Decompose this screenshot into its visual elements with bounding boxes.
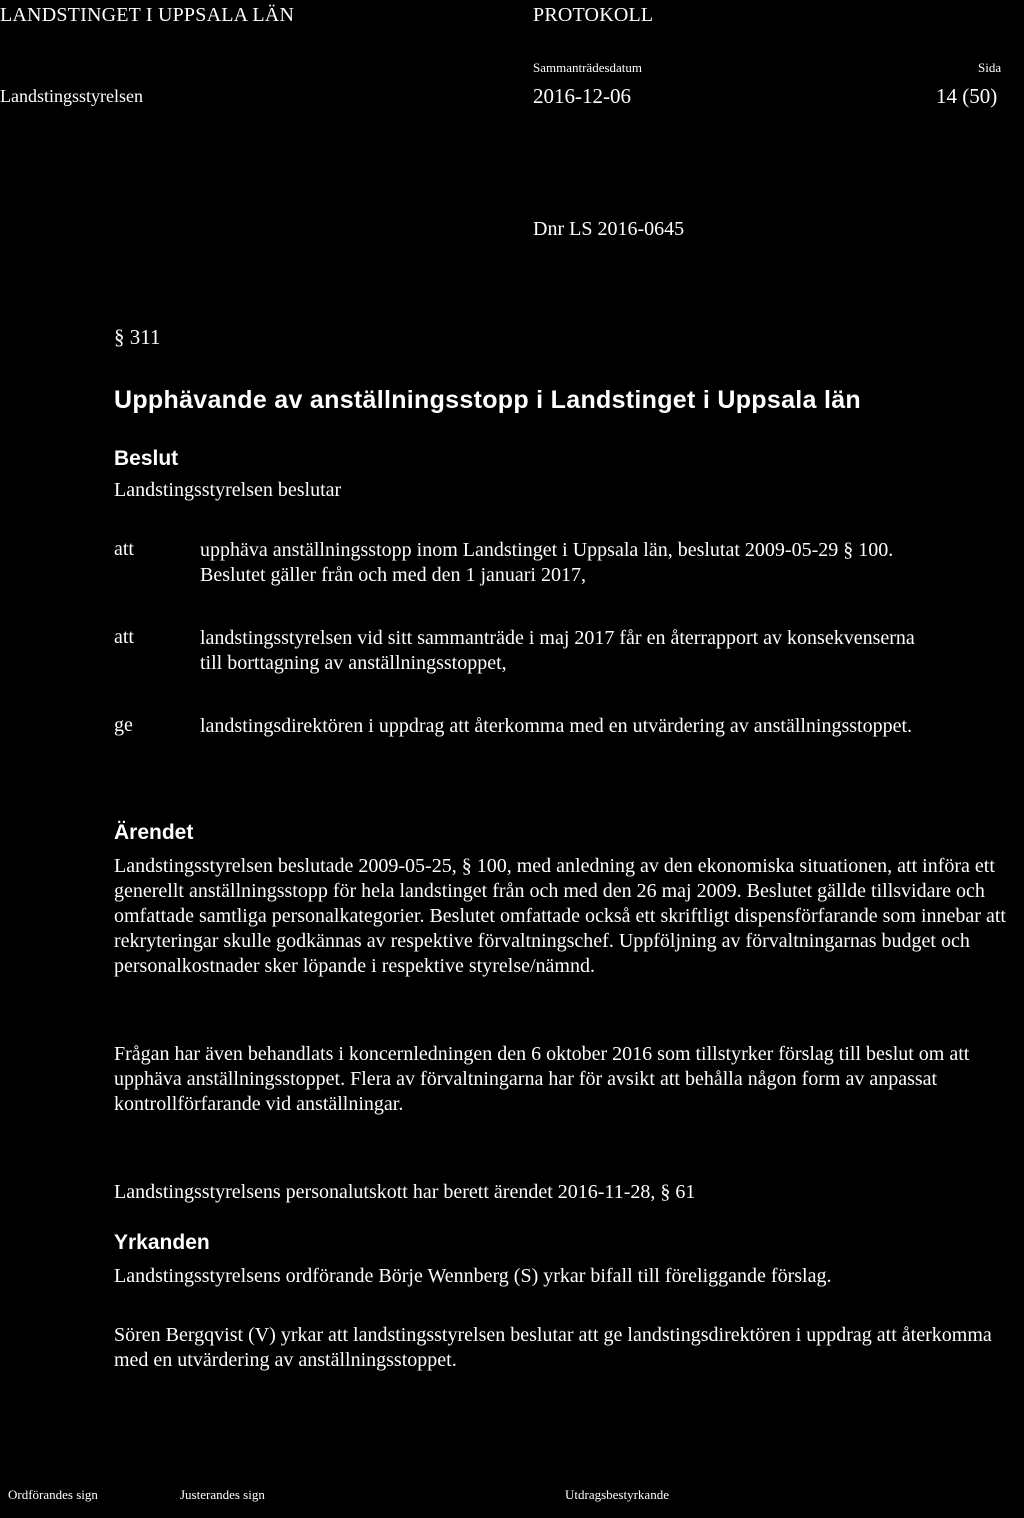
board-name: Landstingsstyrelsen: [0, 86, 143, 106]
extract-certification-label: Utdragsbestyrkande: [565, 1487, 669, 1502]
decision-text: landstingsdirektören i uppdrag att återkomma med en utvärdering av anställningsstoppet.: [200, 715, 913, 737]
yrkanden-heading: Yrkanden: [114, 1231, 210, 1254]
page-label: Sida: [978, 60, 1002, 75]
meeting-date: 2016-12-06: [533, 84, 631, 108]
arendet-heading: Ärendet: [114, 821, 194, 844]
page-title: Upphävande av anställningsstopp i Landstinget i Uppsala län: [114, 386, 861, 414]
doc-type: PROTOKOLL: [533, 4, 654, 26]
adjuster-signature-label: Justerandes sign: [180, 1487, 265, 1502]
decision-key: att: [114, 538, 134, 560]
decision-key: att: [114, 626, 134, 648]
decision-text: upphäva anställningsstopp inom Landstinget i Uppsala län, beslutat 2009-05-29 § 100. Beslutet gäller från och med den 1 januari 2017,: [200, 539, 894, 586]
arendet-paragraph: Landstingsstyrelsens personalutskott har berett ärendet 2016-11-28, § 61: [114, 1181, 696, 1203]
chair-signature-label: Ordförandes sign: [8, 1487, 98, 1502]
page-number: 14 (50): [936, 84, 998, 108]
arendet-paragraph: Frågan har även behandlats i koncernledningen den 6 oktober 2016 som tillstyrker förslag till beslut om att upphäva anställningsstoppet. Flera av förvaltningarna har för avsikt att behålla någon form av anpassat kontrollförfarande vid anställningar.: [114, 1043, 970, 1115]
org-name: LANDSTINGET I UPPSALA LÄN: [0, 4, 295, 26]
decision-text: landstingsstyrelsen vid sitt sammanträde i maj 2017 får en återrapport av konsekvenserna till borttagning av anställningsstoppet,: [200, 627, 915, 674]
beslut-intro: Landstingsstyrelsen beslutar: [114, 479, 342, 501]
dnr: Dnr LS 2016-0645: [533, 218, 685, 240]
yrkanden-paragraph: Landstingsstyrelsens ordförande Börje Wennberg (S) yrkar bifall till föreliggande förslag.: [114, 1265, 832, 1287]
yrkanden-paragraph: Sören Bergqvist (V) yrkar att landstingsstyrelsen beslutar att ge landstingsdirektören i uppdrag att återkomma med en utvärdering av anställningsstoppet.: [114, 1324, 992, 1371]
arendet-paragraph: Landstingsstyrelsen beslutade 2009-05-25, § 100, med anledning av den ekonomiska situationen, att införa ett generellt anställningsstopp för hela landstinget från och med den 26 maj 2009. Beslutet gällde tillsvidare och omfattade samtliga personalkategorier. Beslutet omfattade också ett skriftligt dispensförfarande som innebar att rekryteringar skulle godkännas av respektive förvaltningschef. Uppföljning av förvaltningarnas budget och personalkostnader sker löpande i respektive styrelse/nämnd.: [114, 855, 1006, 977]
date-label: Sammanträdesdatum: [533, 60, 643, 75]
beslut-heading: Beslut: [114, 447, 179, 470]
section-number: § 311: [114, 325, 161, 349]
decision-key: ge: [114, 714, 133, 736]
